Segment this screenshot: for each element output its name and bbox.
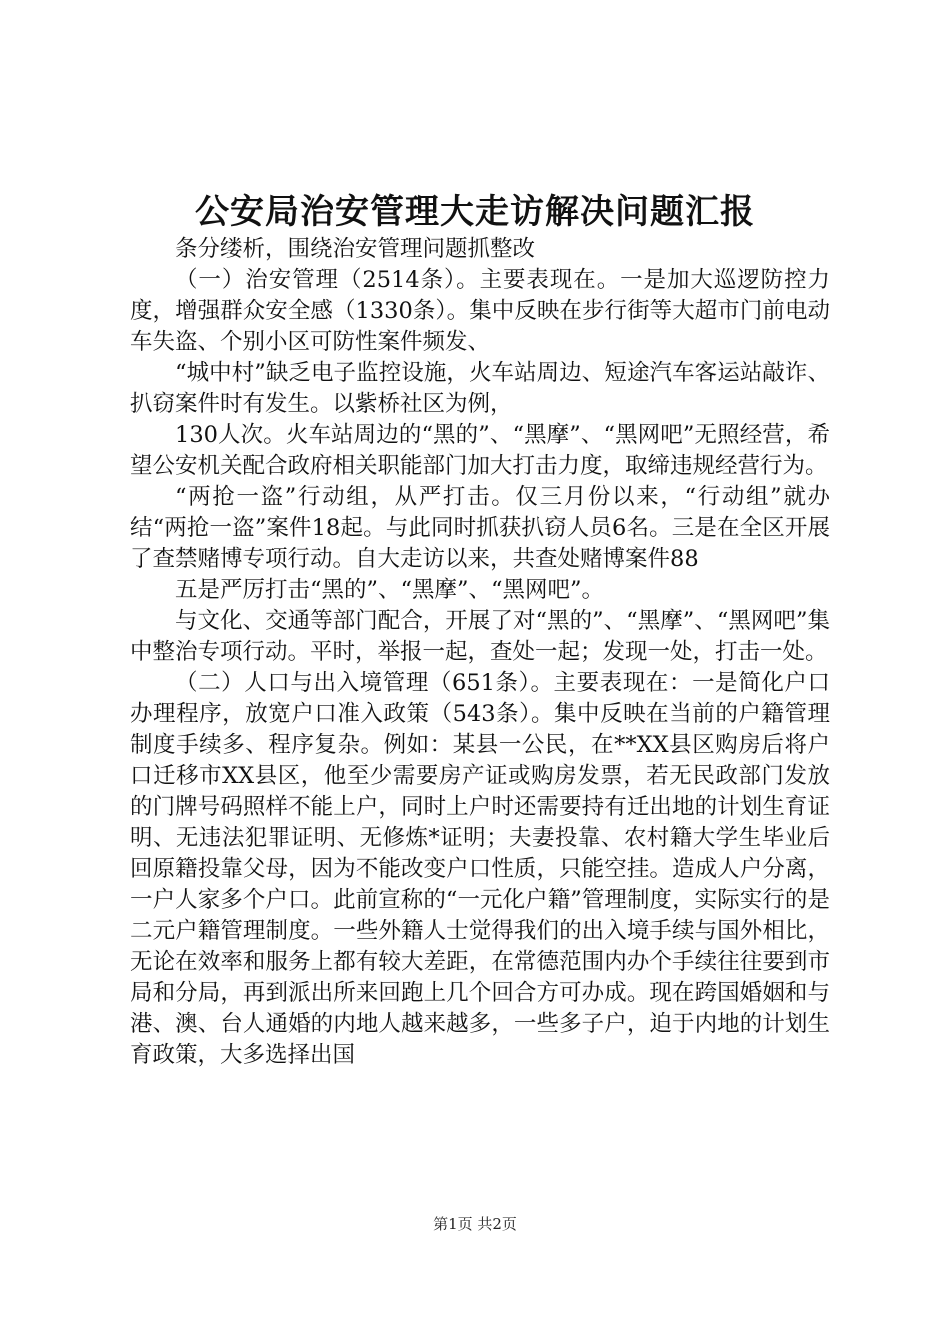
- paragraph-8: （二）人口与出入境管理（651条）。主要表现在：一是简化户口办理程序，放宽户口准入政策（543条）。集中反映在当前的户籍管理制度手续多、程序复杂。例如：某县一公民，在**XX县区购房后将户口迁移市XX县区，他至少需要房产证或购房发票，若无民政部门发放的门牌号码照样不能上户，同时上户时还需要持有迁出地的计划生育证明、无违法犯罪证明、无修炼*证明；夫妻投靠、农村籍大学生毕业后回原籍投靠父母，因为不能改变户口性质，只能空挂。造成人户分离，一户人家多个户口。此前宣称的“一元化户籍”管理制度，实际实行的是二元户籍管理制度。一些外籍人士觉得我们的出入境手续与国外相比，无论在效率和服务上都有较大差距，在常德范围内办个手续往往要到市局和分局，再到派出所来回跑上几个回合方可办成。现在跨国婚姻和与港、澳、台人通婚的内地人越来越多，一些多子户，迫于内地的计划生育政策，大多选择出国: [130, 670, 830, 1068]
- paragraph-6: 五是严厉打击“黑的”、“黑摩”、“黑网吧”。: [175, 577, 605, 603]
- document-body: [130, 234, 830, 1071]
- paragraph-2: （一）治安管理（2514条）。主要表现在。一是加大巡逻防控力度，增强群众安全感（1330条）。集中反映在步行街等大超市门前电动车失盗、个别小区可防性案件频发、: [130, 267, 830, 355]
- paragraph-4: 130人次。火车站周边的“黑的”、“黑摩”、“黑网吧”无照经营，希望公安机关配合政府相关职能部门加大打击力度，取缔违规经营行为。: [130, 422, 830, 479]
- page-number-footer: 第1页 共2页: [433, 1215, 517, 1233]
- paragraph-5: “两抢一盗”行动组，从严打击。仅三月份以来，“行动组”就办结“两抢一盗”案件18起。与此同时抓获扒窃人员6名。三是在全区开展了查禁赌博专项行动。自大走访以来，共查处赌博案件88: [130, 484, 830, 572]
- paragraph-3: “城中村”缺乏电子监控设施，火车站周边、短途汽车客运站敲诈、扒窃案件时有发生。以紫桥社区为例，: [130, 360, 830, 417]
- document-title: 公安局治安管理大走访解决问题汇报: [195, 192, 755, 232]
- paragraph-7: 与文化、交通等部门配合，开展了对“黑的”、“黑摩”、“黑网吧”集中整治专项行动。平时，举报一起，查处一起；发现一处，打击一处。: [130, 608, 830, 665]
- paragraph-1: 条分缕析，围绕治安管理问题抓整改: [175, 236, 536, 262]
